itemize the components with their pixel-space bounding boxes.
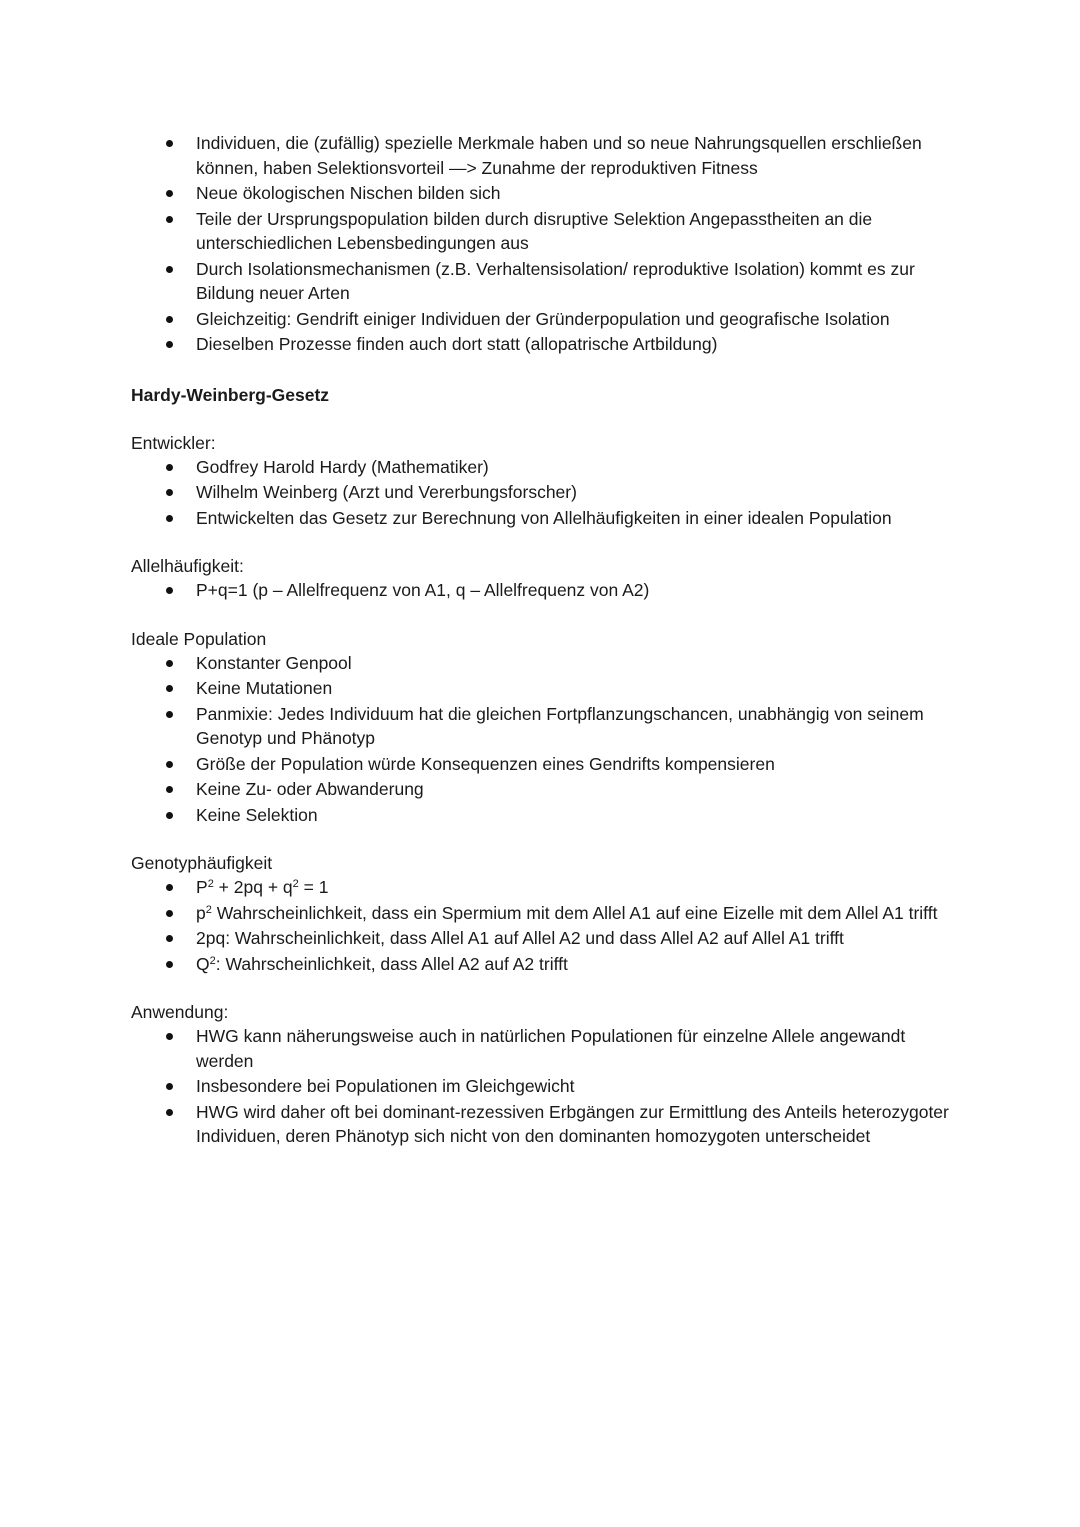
intro-item: Durch Isolationsmechanismen (z.B. Verhaltensisolation/ reproduktive Isolation) kommt es zur Bildung neuer Arten	[196, 257, 960, 306]
formula-text: Wahrscheinlichkeit, dass ein Spermium mit dem Allel A1 auf eine Eizelle mit dem Allel A1 trifft	[211, 902, 938, 923]
formula-item	[196, 875, 960, 900]
superscript: 2	[209, 954, 216, 967]
intro-item: Teile der Ursprungspopulation bilden durch disruptive Selektion Angepasstheiten an die unterschiedlichen Lebensbedingungen aus	[196, 207, 960, 256]
genotyp-section	[131, 851, 960, 976]
list-item: Insbesondere bei Populationen im Gleichgewicht	[196, 1074, 960, 1099]
anwendung-label: Anwendung:	[131, 1002, 229, 1022]
section-heading: Hardy-Weinberg-Gesetz	[131, 384, 330, 405]
list-item: Keine Zu- oder Abwanderung	[196, 777, 960, 802]
allelhaeufigkeit-section	[131, 554, 960, 603]
intro-item: Gleichzeitig: Gendrift einiger Individuen der Gründerpopulation und geografische Isolation	[196, 307, 960, 332]
entwickler-section	[131, 431, 960, 531]
formula-text: p	[196, 902, 206, 923]
superscript: 2	[207, 878, 214, 890]
superscript: 2	[205, 903, 212, 916]
entwickler-label: Entwickler:	[131, 432, 216, 453]
intro-list	[131, 131, 960, 357]
list-item: HWG kann näherungsweise auch in natürlichen Populationen für einzelne Allele angewandt werden	[196, 1024, 960, 1073]
formula-text: Q	[196, 953, 210, 974]
formula-text: 2pq: Wahrscheinlichkeit, dass Allel A1 auf Allel A2 und dass Allel A2 auf Allel A1 trifft	[196, 928, 844, 948]
formula-text: = 1	[298, 877, 329, 897]
intro-item: Dieselben Prozesse finden auch dort statt (allopatrische Artbildung)	[196, 332, 960, 357]
list-item: Keine Selektion	[196, 803, 960, 828]
intro-item: Individuen, die (zufällig) spezielle Merkmale haben und so neue Nahrungsquellen erschließen können, haben Selektionsvorteil —> Zunahme der reproduktiven Fitness	[196, 131, 960, 180]
list-item: Entwickelten das Gesetz zur Berechnung von Allelhäufigkeiten in einer idealen Population	[196, 506, 960, 531]
ideale-population-label: Ideale Population	[131, 628, 267, 649]
formula-text: + 2pq + q	[213, 877, 293, 897]
list-item: Größe der Population würde Konsequenzen eines Gendrifts kompensieren	[196, 752, 960, 777]
list-item: Panmixie: Jedes Individuum hat die gleichen Fortpflanzungschancen, unabhängig von seinem Genotyp und Phänotyp	[196, 702, 960, 751]
list-item: Konstanter Genpool	[196, 651, 960, 676]
formula-item	[196, 952, 960, 977]
genotyp-label: Genotyphäufigkeit	[131, 853, 273, 873]
formula-text: P	[196, 877, 208, 897]
allelhaeufigkeit-list	[131, 578, 960, 603]
anwendung-list	[131, 1024, 960, 1149]
formula-item	[196, 926, 960, 951]
intro-item: Neue ökologischen Nischen bilden sich	[196, 181, 960, 206]
allelhaeufigkeit-label: Allelhäufigkeit:	[131, 556, 244, 576]
ideale-population-list	[131, 651, 960, 828]
anwendung-section	[131, 1000, 960, 1149]
list-item: Keine Mutationen	[196, 676, 960, 701]
entwickler-list	[131, 455, 960, 531]
genotyp-list	[131, 875, 960, 976]
list-item: P+q=1 (p – Allelfrequenz von A1, q – Allelfrequenz von A2)	[196, 578, 960, 603]
ideale-population-section	[131, 627, 960, 828]
list-item: Wilhelm Weinberg (Arzt und Vererbungsforscher)	[196, 480, 960, 505]
formula-item	[196, 901, 960, 926]
formula-text: : Wahrscheinlichkeit, dass Allel A2 auf A2 trifft	[215, 953, 568, 974]
list-item: Godfrey Harold Hardy (Mathematiker)	[196, 455, 960, 480]
superscript: 2	[292, 878, 299, 890]
list-item: HWG wird daher oft bei dominant-rezessiven Erbgängen zur Ermittlung des Anteils heterozygoter Individuen, deren Phänotyp sich nicht von den dominanten homozygoten unterscheidet	[196, 1100, 960, 1149]
